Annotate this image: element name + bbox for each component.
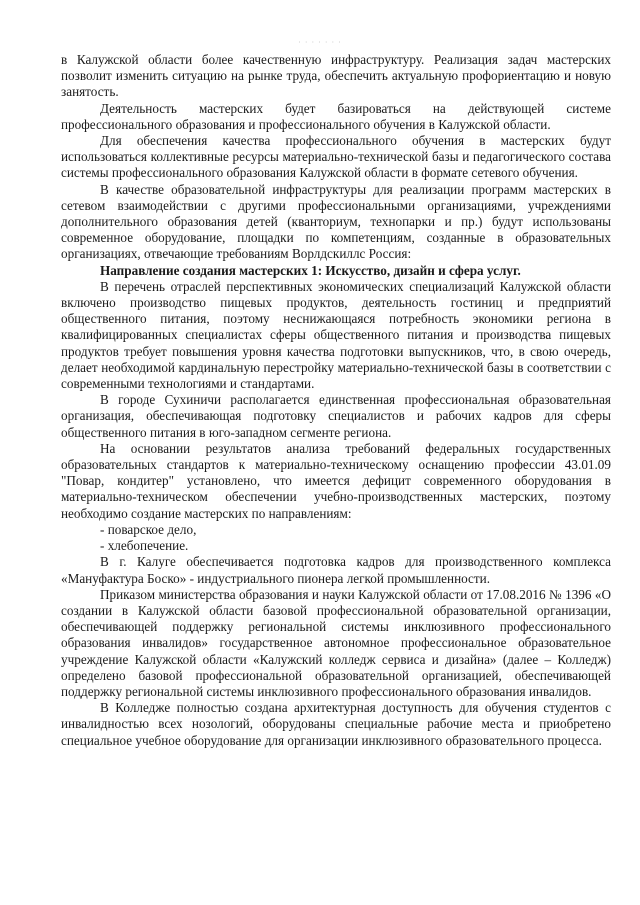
list-item: - хлебопечение. — [100, 538, 189, 554]
paragraph: На основании результатов анализа требований федеральных государственных образовательных стандартов к материально-техническому оснащению профессии 43.01.09 "Повар, кондитер" установлено, что имеется дефицит современного оборудования в материально-техническом обеспечении учебно-производственных мастерских, поэтому необходимо создание мастерских по направлениям: — [61, 440, 611, 521]
paragraph: В перечень отраслей перспективных экономических специализаций Калужской области включено производство пищевых продуктов, деятельность гостиниц и предприятий общественного питания, поэтому неснижающаяся потребность экономики региона в квалифицированных специалистах сферы общественного питания и производства пищевых продуктов требует повышения уровня качества подготовки выпускников, что, в свою очередь, делает необходимой кардинальную перестройку материально-технической базы в соответствии с современными технологиями и стандартами. — [61, 278, 611, 392]
paragraph: В городе Сухиничи располагается единственная профессиональная образовательная организация, обеспечивающая подготовку специалистов и рабочих кадров для сферы общественного питания в юго-западном сегменте региона. — [61, 392, 611, 440]
paragraph: В качестве образовательной инфраструктуры для реализации программ мастерских в сетевом взаимодействии с другими профессиональными организациями, учреждениями дополнительного образования детей (кванториум, технопарки и пр.) будут использованы современное оборудование, площадки по компетенциям, созданные в образовательных организациях, отвечающие требованиям Ворлдскиллс Россия: — [61, 181, 611, 262]
paragraph: Для обеспечения качества профессионального обучения в мастерских будут использоваться коллективные ресурсы материально-технической базы и педагогического состава системы профессионального образования Калужской области в формате сетевого обучения. — [61, 133, 611, 181]
document-body — [61, 52, 611, 749]
page-header: · · · · · · · — [298, 38, 342, 47]
paragraph: Деятельность мастерских будет базироваться на действующей системе профессионального образования и профессионального обучения в Калужской области. — [61, 100, 611, 132]
section-heading: Направление создания мастерских 1: Искусство, дизайн и сфера услуг. — [100, 262, 521, 278]
list-item: - поварское дело, — [100, 521, 197, 537]
paragraph: В Колледже полностью создана архитектурная доступность для обучения студентов с инвалидностью всех нозологий, оборудованы специальные рабочие места и приобретено специальное учебное оборудование для организации инклюзивного образовательного процесса. — [61, 700, 611, 748]
paragraph: в Калужской области более качественную инфраструктуру. Реализация задач мастерских позволит изменить ситуацию на рынке труда, обеспечить актуальную профориентацию и новую занятость. — [61, 52, 611, 100]
paragraph: В г. Калуге обеспечивается подготовка кадров для производственного комплекса «Мануфактура Боско» - индустриального пионера легкой промышленности. — [61, 554, 611, 586]
paragraph: Приказом министерства образования и науки Калужской области от 17.08.2016 № 1396 «О создании в Калужской области базовой профессиональной образовательной организации, обеспечивающей поддержку региональной системы инклюзивного профессионального образования инвалидов» государственное автономное профессиональное образовательное учреждение Калужской области «Калужский колледж сервиса и дизайна» (далее – Колледж) определено базовой профессиональной образовательной организацией, обеспечивающей поддержку региональной системы инклюзивного профессионального образования инвалидов. — [61, 586, 611, 699]
